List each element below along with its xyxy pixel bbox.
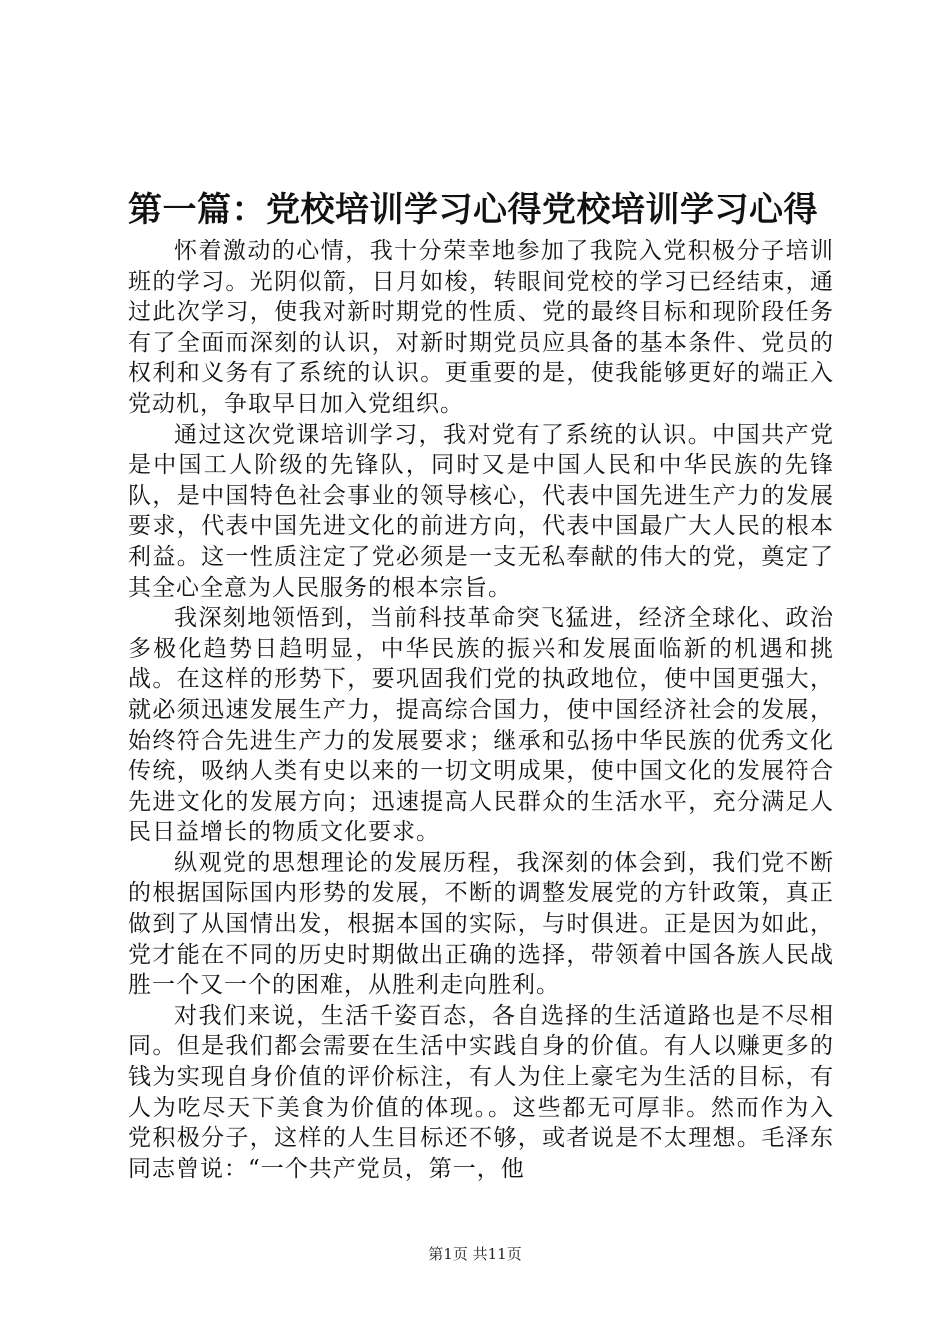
document-title: 第一篇：党校培训学习心得党校培训学习心得 <box>128 190 818 230</box>
document-body <box>128 236 834 1184</box>
paragraph-2: 通过这次党课培训学习，我对党有了系统的认识。中国共产党是中国工人阶级的先锋队，同时又是中国人民和中华民族的先锋队，是中国特色社会事业的领导核心，代表中国先进生产力的发展要求，代表中国先进文化的前进方向，代表中国最广大人民的根本利益。这一性质注定了党必须是一支无私奉献的伟大的党，奠定了其全心全意为人民服务的根本宗旨。 <box>128 421 834 601</box>
paragraph-5: 对我们来说，生活千姿百态，各自选择的生活道路也是不尽相同。但是我们都会需要在生活中实践自身的价值。有人以赚更多的钱为实现自身价值的评价标注，有人为住上豪宅为生活的目标，有人为吃尽天下美食为价值的体现。。这些都无可厚非。然而作为入党积极分子，这样的人生目标还不够，或者说是不太理想。毛泽东同志曾说：“一个共产党员，第一，他 <box>128 1002 834 1182</box>
paragraph-1: 怀着激动的心情，我十分荣幸地参加了我院入党积极分子培训班的学习。光阴似箭，日月如梭，转眼间党校的学习已经结束，通过此次学习，使我对新时期党的性质、党的最终目标和现阶段任务有了全面而深刻的认识，对新时期党员应具备的基本条件、党员的权利和义务有了系统的认识。更重要的是，使我能够更好的端正入党动机，争取早日加入党组织。 <box>128 238 834 417</box>
paragraph-3: 我深刻地领悟到，当前科技革命突飞猛进，经济全球化、政治多极化趋势日趋明显，中华民族的振兴和发展面临新的机遇和挑战。在这样的形势下，要巩固我们党的执政地位，使中国更强大，就必须迅速发展生产力，提高综合国力，使中国经济社会的发展，始终符合先进生产力的发展要求；继承和弘扬中华民族的优秀文化传统，吸纳人类有史以来的一切文明成果，使中国文化的发展符合先进文化的发展方向；迅速提高人民群众的生活水平，充分满足人民日益增长的物质文化要求。 <box>128 605 834 846</box>
page-footer: 第1页 共11页 <box>428 1245 522 1263</box>
paragraph-4: 纵观党的思想理论的发展历程，我深刻的体会到，我们党不断的根据国际国内形势的发展，不断的调整发展党的方针政策，真正做到了从国情出发，根据本国的实际，与时俱进。正是因为如此，党才能在不同的历史时期做出正确的选择，带领着中国各族人民战胜一个又一个的困难，从胜利走向胜利。 <box>128 849 834 999</box>
